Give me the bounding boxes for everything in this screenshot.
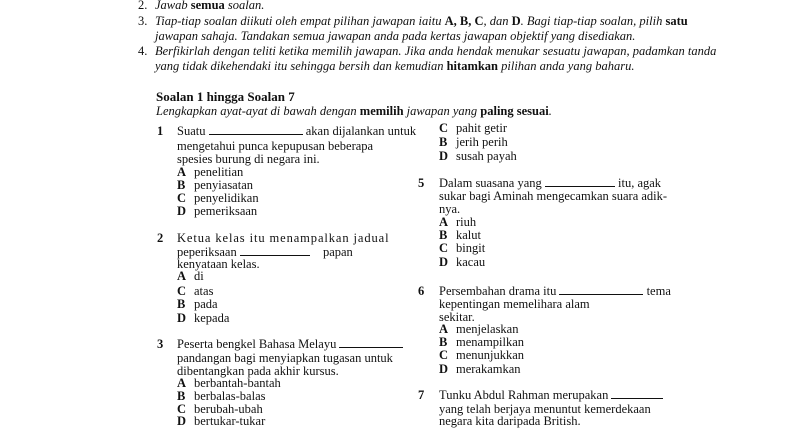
instruction-bold: D [511,14,521,28]
option-text: bertukar-tukar [194,414,266,428]
option-letter: D [439,362,449,376]
instruction-text: pilihan anda yang baharu. [498,59,635,73]
answer-blank [339,337,403,348]
question-number: 2 [157,231,164,245]
option-letter: D [177,204,187,218]
option-text: menunjukkan [456,348,525,362]
question-text-line: Ketua kelas itu menampalkan jadual [177,231,390,245]
section-title: Soalan 1 hingga Soalan 7 [156,89,295,104]
option-letter: C [177,284,187,298]
answer-blank [545,176,615,187]
subtitle-bold: paling sesuai [480,104,549,118]
question-text: peperiksaan [177,245,237,259]
option-text: bingit [456,241,486,255]
option-letter: B [177,178,186,192]
subtitle-bold: memilih [359,104,404,118]
question-text: itu, agak [618,176,662,190]
instruction-text: , dan [483,14,512,28]
option-text: penyiasatan [194,178,254,192]
question-text-line: sukar bagi Aminah mengecamkan suara adik- [439,189,668,203]
instruction-4-line2 [155,59,634,74]
option-text: kacau [456,255,486,269]
instruction-text: Berfikirlah dengan teliti ketika memilih jawapan. Jika anda hendak menukar sesuatu jawapan, padamkan tanda [155,44,717,58]
instruction-3-line1 [138,14,688,29]
question-text-line: nya. [439,202,461,216]
option-text: berbalas-balas [194,389,266,403]
option-letter: B [439,135,448,149]
instruction-bold: semua [190,0,225,12]
question-number: 1 [157,124,164,138]
option-letter: B [439,335,448,349]
option-letter: C [177,402,187,416]
option-text: pada [194,297,218,311]
option-letter: D [439,255,449,269]
instruction-4-line1 [138,44,717,59]
option-text: menjelaskan [456,322,519,336]
subtitle-text: Lengkapkan ayat-ayat di bawah dengan [156,104,360,118]
question-number: 5 [418,176,425,190]
option-text: kalut [456,228,481,242]
question-text-line: sekitar. [439,310,475,324]
option-text: susah payah [456,149,517,163]
option-text: atas [194,284,214,298]
instruction-number: 4. [138,44,148,58]
option-letter: A [177,269,187,283]
question-text-line [177,337,403,352]
instruction-number: 3. [138,14,148,28]
question-text-line [439,388,663,403]
option-text: berubah-ubah [194,402,263,416]
option-text: di [194,269,204,283]
option-letter: A [177,165,187,179]
instruction-2 [138,0,265,13]
answer-blank [240,245,310,256]
question-number: 3 [157,337,164,351]
question-text: Dalam suasana yang [439,176,542,190]
question-text-line [177,124,416,139]
option-text: jerih perih [456,135,508,149]
section-subtitle [156,104,552,119]
question-text-line: yang telah berjaya menuntut kemerdekaan [439,402,651,416]
option-letter: C [439,241,449,255]
instruction-text: soalan. [224,0,265,12]
option-text: kepada [194,311,230,325]
instruction-bold: A, B, C [444,14,484,28]
answer-blank [209,124,303,135]
option-text: menampilkan [456,335,525,349]
question-number: 7 [418,388,425,402]
subtitle-text: jawapan yang [403,104,481,118]
question-text-line: pandangan bagi menyiapkan tugasan untuk [177,351,393,365]
option-text: merakamkan [456,362,521,376]
option-letter: D [177,311,187,325]
option-text: berbantah-bantah [194,376,281,390]
option-letter: C [177,191,187,205]
question-text-line: mengetahui punca kepupusan beberapa [177,139,374,153]
question-number: 6 [418,284,425,298]
instruction-text: yang tidak dikehendaki itu sehingga bersih dan kemudian [155,59,447,73]
option-letter: A [439,215,449,229]
instruction-bold: satu [665,14,688,28]
option-letter: A [177,376,187,390]
question-text-line: negara kita daripada British. [439,414,581,428]
option-letter: D [177,414,187,428]
instruction-text: Jawab [155,0,191,12]
question-text: Persembahan drama itu [439,284,557,298]
instruction-text: . Bagi tiap-tiap soalan, pilih [520,14,666,28]
option-letter: A [439,322,449,336]
option-text: penyelidikan [194,191,259,205]
option-text: riuh [456,215,477,229]
instruction-number: 2. [138,0,148,12]
question-text: Peserta bengkel Bahasa Melayu [177,337,337,351]
answer-blank [559,284,643,295]
question-text: tema [646,284,671,298]
option-letter: B [177,389,186,403]
question-text-line: spesies burung di negara ini. [177,152,320,166]
question-text-line: kenyataan kelas. [177,257,260,271]
option-letter: C [439,348,449,362]
question-text-line: dibentangkan pada akhir kursus. [177,364,339,378]
option-letter: B [439,228,448,242]
question-text-line: kepentingan memelihara alam [439,297,590,311]
option-text: pemeriksaan [194,204,258,218]
instruction-3-line2: jawapan sahaja. Tandakan semua jawapan anda pada kertas jawapan objektif yang disediakan. [155,29,636,43]
question-text: Suatu [177,124,206,138]
option-letter: D [439,149,449,163]
question-text: akan dijalankan untuk [305,124,417,138]
option-text: penelitian [194,165,244,179]
option-text: pahit getir [456,121,508,135]
instruction-bold: hitamkan [446,59,499,73]
question-text: papan [322,245,353,259]
instruction-text: Tiap-tiap soalan diikuti oleh empat pilihan jawapan iaitu [155,14,445,28]
option-letter: B [177,297,186,311]
option-letter: C [439,121,449,135]
question-text: Tunku Abdul Rahman merupakan [439,388,609,402]
subtitle-text: . [548,104,552,118]
answer-blank [611,388,663,399]
